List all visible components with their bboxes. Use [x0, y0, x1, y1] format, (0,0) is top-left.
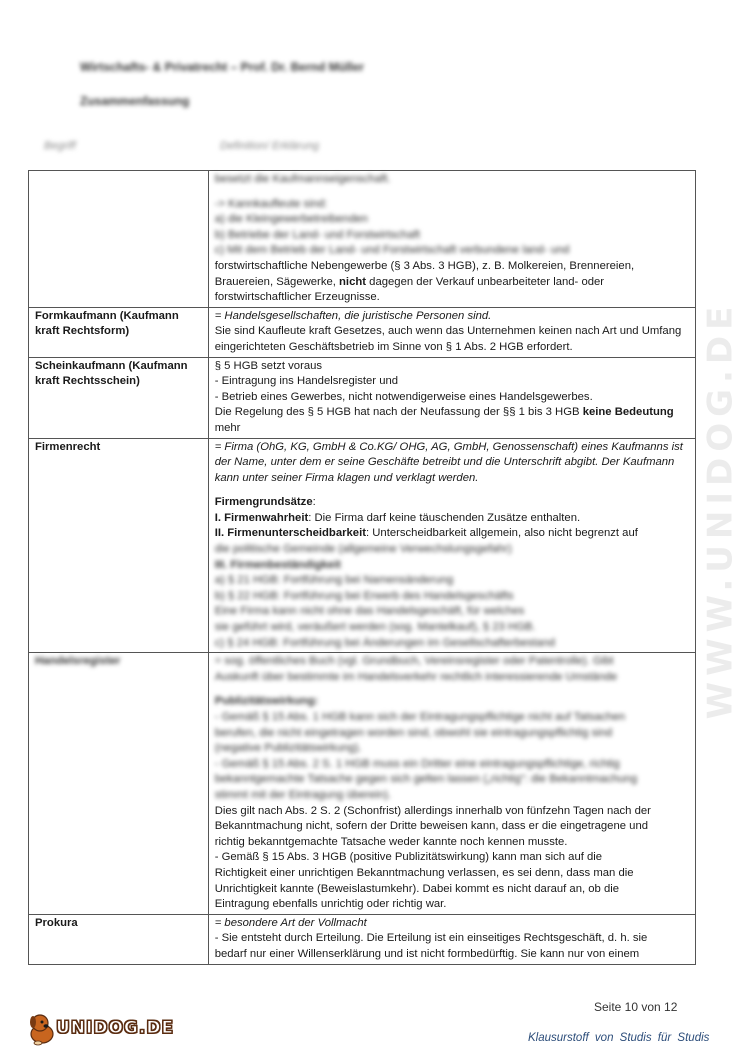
blurred-line: b) § 22 HGB: Fortführung bei Erwerb des Handelsgeschäfts [214, 589, 514, 602]
document-subtitle: Zusammenfassung [80, 94, 190, 108]
blurred-line: - Gemäß § 15 Abs. 1 HGB kann sich der Eintragungspflichtige nicht auf Tatsachen [214, 711, 626, 723]
definition-cell [208, 307, 695, 357]
blurred-line: sie geführt wird, veräußert werden (sog. Mantelkauf), § 23 HGB. [214, 621, 536, 634]
text-line: = Firma (OhG, KG, GmbH & Co.KG/ OHG, AG, GmbH, Genossenschaft) eines Kaufmanns ist der Name, unter dem er seine Geschäfte betreibt und die Unterschrift abgibt. Der Kaufmann kann unter seiner Firma klagen und verklagt werden. [214, 440, 683, 484]
watermark-text: WWW.UNIDOG.DE [700, 300, 741, 720]
table-row [29, 653, 696, 915]
blurred-line: = sog. öffentliches Buch (vgl. Grundbuch, Vereinsregister oder Patentrolle). Gibt [214, 655, 614, 668]
text-line: bedarf nur einer Willenserklärung und ist nicht formbedürftig. Sie kann nur von einem [214, 947, 640, 960]
blurred-line: stimmt mit der Eintragung überein). [214, 788, 392, 801]
definition-cell [208, 171, 695, 308]
term-cell: Handelsregister [29, 653, 209, 915]
text-line: - Betrieb eines Gewerbes, nicht notwendigerweise eines Handelsgewerbes. [214, 390, 593, 403]
blurred-line: berufen, die nicht eingetragen worden sind, obwohl sie eintragungspflichtig sind [214, 726, 613, 739]
term-cell: Scheinkaufmann (Kaufmann kraft Rechtsschein) [29, 357, 209, 438]
blurred-line: a) § 21 HGB: Fortführung bei Namensänderung [214, 574, 454, 587]
term-cell [29, 171, 209, 308]
blurred-line: III. Firmenbeständigkeit [214, 558, 341, 571]
blurred-line: c) § 24 HGB: Fortführung bei Änderungen im Gesellschafterbestand [214, 636, 556, 649]
term-cell: Firmenrecht [29, 438, 209, 653]
blurred-line: Eine Firma kann nicht ohne das Handelsgeschäft, für welches [214, 605, 525, 618]
definition-cell [208, 914, 695, 964]
definition-cell [208, 653, 695, 915]
text-line: Brauereien, Sägewerke, nicht dagegen der Verkauf unbearbeiteter land- oder [214, 275, 605, 288]
table-row [29, 914, 696, 964]
column-header-definition: Definition/ Erklärung [220, 140, 320, 152]
blurred-line: die politische Gemeinde (allgemeine Verwechslungsgefahr) [214, 543, 512, 556]
footer-slogan: Klausurstoff von Studis für Studis [528, 1032, 710, 1044]
unidog-logo [24, 1010, 174, 1046]
dog-icon [24, 1010, 60, 1046]
table-row [29, 307, 696, 357]
logo-wordmark: UNIDOG.DE [56, 1018, 175, 1038]
table-row [29, 438, 696, 653]
text-line: = besondere Art der Vollmacht [214, 916, 367, 929]
definition-cell [208, 438, 695, 653]
text-line: § 5 HGB setzt voraus [214, 359, 323, 372]
page-number: Seite 10 von 12 [594, 1000, 678, 1014]
text-line: Unrichtigkeit kannte (Beweislastumkehr). Dabei kommt es nicht darauf an, ob die [214, 882, 620, 895]
text-line: Richtigkeit einer unrichtigen Bekanntmachung verlassen, es sei denn, dass man die [214, 866, 634, 879]
blurred-line: besetzt die Kaufmannseigenschaft. [214, 173, 391, 185]
blurred-line: -> Kannkaufleute sind: [214, 197, 328, 210]
text-line: - Gemäß § 15 Abs. 3 HGB (positive Publizitätswirkung) kann man sich auf die [214, 851, 603, 864]
text-line: = Handelsgesellschaften, die juristische Personen sind. [214, 309, 492, 322]
blurred-line: (negative Publizitätswirkung). [214, 742, 362, 755]
term-cell: Prokura [29, 914, 209, 964]
text-line: forstwirtschaftlicher Erzeugnisse. [214, 291, 380, 304]
text-line: Bekanntmachung nicht, sofern der Dritte beweisen kann, dass er die eingetragene und [214, 820, 649, 833]
blurred-line: - Gemäß § 15 Abs. 2 S. 1 HGB muss ein Dritter eine eintragungspflichtige, richtig [214, 757, 620, 770]
glossary-table [28, 170, 696, 965]
text-line: Firmengrundsätze: [214, 496, 316, 509]
definition-cell [208, 357, 695, 438]
blurred-line: b) Betriebe der Land- und Forstwirtschaft [214, 228, 421, 241]
text-line: - Eintragung ins Handelsregister und [214, 375, 399, 388]
watermark [700, 280, 740, 740]
text-line: II. Firmenunterscheidbarkeit: Unterscheidbarkeit allgemein, also nicht begrenzt auf [214, 527, 638, 540]
term-cell: Formkaufmann (Kaufmann kraft Rechtsform) [29, 307, 209, 357]
text-line: Die Regelung des § 5 HGB hat nach der Neufassung der §§ 1 bis 3 HGB keine Bedeutung mehr [214, 406, 674, 434]
text-line: forstwirtschaftliche Nebengewerbe (§ 3 Abs. 3 HGB), z. B. Molkereien, Brennereien, [214, 259, 635, 272]
blurred-line: c) Mit dem Betrieb der Land- und Forstwirtschaft verbundene land- und [214, 244, 570, 257]
table-row [29, 357, 696, 438]
blurred-line: a) die Kleingewerbetreibenden [214, 213, 368, 226]
blurred-line: bekanntgemachte Tatsache gegen sich gelten lassen („richtig“: die Bekanntmachung [214, 773, 638, 786]
column-header-term: Begriff [44, 140, 76, 152]
blurred-line: Auskunft über bestimmte im Handelsverkehr rechtlich interessierende Umstände [214, 670, 618, 683]
text-line: Dies gilt nach Abs. 2 S. 2 (Schonfrist) allerdings innerhalb von fünfzehn Tagen nach der [214, 804, 651, 817]
text-line: - Sie entsteht durch Erteilung. Die Erteilung ist ein einseitiges Rechtsgeschäft, d. h. sie [214, 932, 648, 945]
text-line: Eintragung ebenfalls unrichtig oder richtig war. [214, 898, 447, 911]
text-line: I. Firmenwahrheit: Die Firma darf keine täuschenden Zusätze enthalten. [214, 511, 581, 524]
blurred-line: Publizitätswirkung: [214, 695, 319, 708]
table-row [29, 171, 696, 308]
text-line: richtig bekanntgemachte Tatsache weder kannte noch kennen musste. [214, 835, 568, 848]
document-title: Wirtschafts- & Privatrecht – Prof. Dr. Bernd Müller [80, 60, 364, 74]
text-line: Sie sind Kaufleute kraft Gesetzes, auch wenn das Unternehmen keinen nach Art und Umfang eingerichteten Geschäftsbetrieb im Sinne von § 1 Abs. 2 HGB erfordert. [214, 325, 682, 353]
